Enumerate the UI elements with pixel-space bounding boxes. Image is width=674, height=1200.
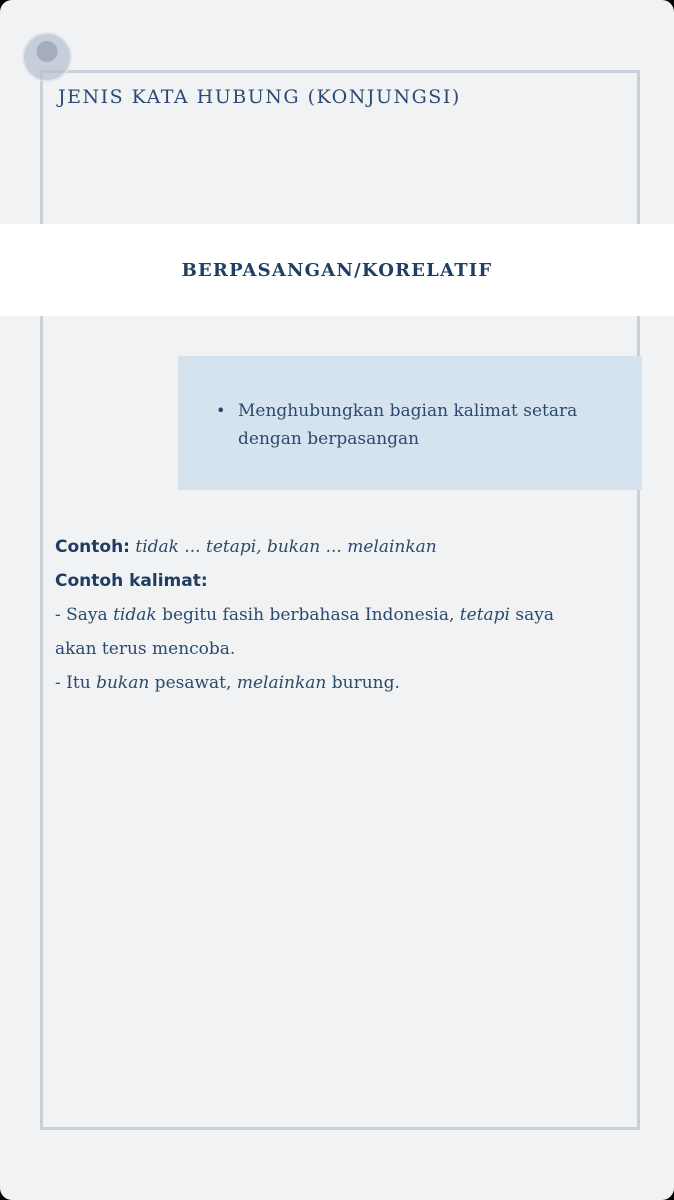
sentence-1-line-1 [55, 598, 635, 632]
sentence-label-line [55, 564, 635, 598]
definition-box [178, 356, 642, 490]
sentence-1-keyword-1: tidak [113, 605, 157, 625]
example-label: Contoh: [55, 537, 130, 557]
sentence-2-keyword-2: melainkan [236, 673, 327, 693]
sentence-2-dash: - Itu [55, 673, 97, 693]
sentence-1-line-2 [55, 632, 635, 666]
bullet-icon: • [216, 401, 226, 420]
example-line [55, 530, 635, 564]
sentence-1-middle: begitu fasih berbahasa Indonesia, [156, 605, 460, 625]
sentence-2-line [55, 666, 635, 700]
example-section [55, 530, 635, 700]
definition-text: Menghubungkan bagian kalimat setara dengan berpasangan [238, 401, 578, 449]
sentence-1-continuation: akan terus mencoba. [55, 639, 236, 659]
sentence-2-middle: pesawat, [149, 673, 237, 693]
example-pairs: tidak ... tetapi, bukan ... melainkan [135, 537, 437, 557]
sentence-label: Contoh kalimat: [55, 571, 208, 591]
definition-bullet [216, 397, 622, 453]
banner-title: BERPASANGAN/KORELATIF [181, 259, 493, 281]
title-banner [0, 224, 674, 316]
sentence-2-keyword-1: bukan [96, 673, 150, 693]
sentence-1-end: saya [509, 605, 554, 625]
sentence-2-end: burung. [326, 673, 400, 693]
sentence-1-keyword-2: tetapi [459, 605, 510, 625]
profile-avatar[interactable] [22, 32, 72, 82]
slide-heading: JENIS KATA HUBUNG (KONJUNGSI) [58, 86, 461, 108]
sentence-1-dash: - Saya [55, 605, 114, 625]
